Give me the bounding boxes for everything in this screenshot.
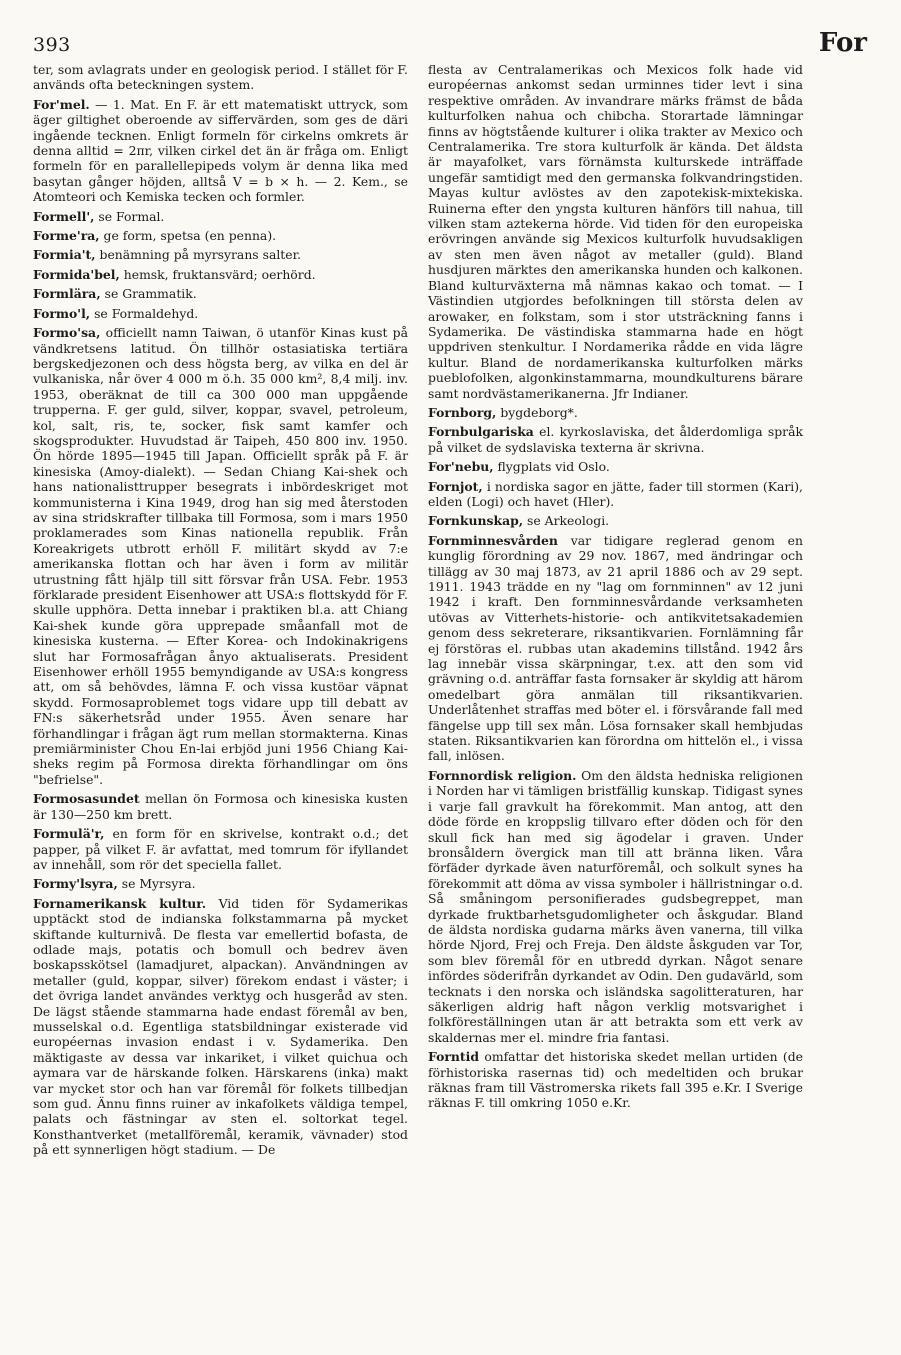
entry-text: — 1. Mat. En F. är ett matematiskt uttryck, som äger giltighet oberoende av siffervärden, som ges de däri ingående tecknen. Enligt formeln för cirkelns omkrets är denna alltid = 2πr, vilken cirkel det än är fråga om. Enligt formeln för en parallellepipeds volym är denna lika med basytan gånger höjden, alltså V = b × h. — 2. Kem., se Atomteori och Kemiska tecken och formler. xyxy=(33,96,408,205)
entry-text: bygdeborg*. xyxy=(500,404,578,420)
entry-text: omfattar det historiska skedet mellan urtiden (de förhistoriska rasernas tid) och medeltiden och brukar räknas fram till Västromerska rikets fall 395 e.Kr. I Sverige räknas F. till omkring 1050 e.Kr. xyxy=(428,1049,803,1111)
entry-text: ter, som avlagrats under en geologisk period. I stället för F. används ofta beteckningen system. xyxy=(33,62,408,93)
entry-headword: Forntid xyxy=(428,1049,480,1065)
entry xyxy=(428,513,803,528)
entry-headword: Fornamerikansk kultur. xyxy=(33,895,207,911)
entry-headword: Fornjot, xyxy=(428,478,483,494)
entry-headword: Formia't, xyxy=(33,247,96,263)
entry-text: flygplats vid Oslo. xyxy=(497,459,610,475)
entry-text: var tidigare reglerad genom en kunglig förordning av 29 nov. 1867, med ändringar och tillägg av 30 maj 1873, av 21 april 1886 och av 29 sept. 1911. 1943 trädde en ny "lag om fornminnen" av 12 juni 1942 i kraft. Den fornminnesvårdande verksamheten utövas av Vitterhets-historie- och antikvitetsakademien genom dess sekreterare, riksantikvarien. Fornlämning får ej förstöras el. rubbas utan akademins tillstånd. 1942 års lag innebär vissa skärpningar, t.ex. att den som vid grävning o.d. anträffar fasta fornsaker är skyldig att härom omedelbart göra anmälan till riksantikvarien. Underlåtenhet straffas med böter el. i försvårande fall med fängelse upp till sex mån. Lösa fornsaker skall hembjudas staten. Riksantikvarien kan förordna om hittelön el., i vissa fall, inlösen. xyxy=(428,532,803,764)
entry-headword: Fornminnesvården xyxy=(428,532,558,548)
entry-headword: Formo'l, xyxy=(33,305,91,321)
entry-headword: Fornborg, xyxy=(428,404,497,420)
entry xyxy=(428,479,803,510)
entry-headword: Formosasundet xyxy=(33,791,140,807)
entry-text: se Formaldehyd. xyxy=(94,305,199,321)
entry xyxy=(428,459,803,474)
entry xyxy=(33,876,408,891)
entry-headword: Fornnordisk religion. xyxy=(428,767,577,783)
entry-text: el. kyrkoslaviska, det ålderdomliga språk på vilket de sydslaviska texterna är skrivna. xyxy=(428,424,803,455)
entry-headword: Fornbulgariska xyxy=(428,424,534,440)
entry-text: Om den äldsta hedniska religionen i Norden har vi tämligen bristfällig kunskap. Tidigast synes i varje fall gravkult ha förekommit. Man antog, att den döde förde en kroppslig tillvaro efter döden och för den skull fick han med sig ägodelar i graven. Under bronsåldern övergick man till att bränna liken. Våra förfäder dyrkade även naturföremål, och solkult synes ha förekommit att döma av vissa symboler i hällristningar o.d. Så småningom personifierades gudsbegreppet, man dyrkade fruktbarhetsgudomligheter och åskgudar. Bland de äldsta nordiska gudarna märks även vanerna, till vilka hörde Njord, Frej och Freja. Den äldste åskguden var Tor, som blev föremål för en utbredd dyrkan. Något senare infördes söderifrån dyrkandet av Odin. Den gudavärld, som tecknats i den norska och isländska sagolitteraturen, har säkerligen aldrig haft någon verklig motsvarighet i folkföreställningen utan är att betrakta som ett verk av skaldernas mer el. mindre fria fantasi. xyxy=(428,767,803,1045)
entry-text: i nordiska sagor en jätte, fader till stormen (Kari), elden (Logi) och havet (Hler). xyxy=(428,478,803,509)
entry-headword: Formulä'r, xyxy=(33,826,105,842)
entry xyxy=(33,62,408,93)
entry xyxy=(33,247,408,262)
entry-text: se Formal. xyxy=(98,208,165,224)
right-column xyxy=(428,62,803,1115)
entry-headword: Formo'sa, xyxy=(33,325,101,341)
entry-text: en form för en skrivelse, kontrakt o.d.; det papper, på vilket F. är avfattat, med tomrum för ifyllandet av innehåll, som rör det speciella fallet. xyxy=(33,826,408,872)
entry xyxy=(33,209,408,224)
entry xyxy=(33,306,408,321)
entry-text: se Grammatik. xyxy=(104,286,197,302)
entry xyxy=(33,826,408,872)
running-head: For xyxy=(818,28,867,58)
entry-headword: Formida'bel, xyxy=(33,266,120,282)
entry-headword: Formy'lsyra, xyxy=(33,876,118,892)
entry xyxy=(428,533,803,764)
entry-text: flesta av Centralamerikas och Mexicos folk hade vid européernas ankomst sedan urminnes tider levt i sina respektive områden. Av invandrare märks främst de båda kulturfolken nahua och chibcha. Storartade lämningar finns av högtstående kulturer i olika trakter av Mexico och Centralamerika. Tre stora kulturfolk är kända. Det äldsta är mayafolket, vars förnämsta kulturskede inträffade ungefär samtidigt med den germanska folkvandringstiden. Mayas kultur avlöstes av den zapotekisk-mixtekiska. Ruinerna efter den yngsta kulturen hänförs till nahua, till vilken stam aztekerna hörde. Vid tiden för den europeiska erövringen använde sig Mexicos kulturfolk huvudsakligen av sten men även något av metaller (guld). Bland husdjuren märktes den amerikanska hunden och kalkonen. Bland kulturväxterna må nämnas kakao och tomat. — I Västindien utgjordes befolkningen till största delen av arowaker, en folkstam, som i stor utsträckning fanns i Sydamerika. De västindiska stammarna hade en högt uppdriven stenkultur. I Nordamerika rådde en vida lägre kultur. Bland de nordamerikanska kulturfolken märks pueblofolken, algonkinstammarna, moundkulturens bärare samt nordvästamerikanerna. Jfr Indianer. xyxy=(428,62,803,401)
entry-headword: Formell', xyxy=(33,208,95,224)
entry-headword: Forme'ra, xyxy=(33,228,100,244)
entry xyxy=(33,325,408,787)
entry-text: hemsk, fruktansvärd; oerhörd. xyxy=(123,266,316,282)
left-column xyxy=(33,62,408,1162)
entry-text: se Arkeologi. xyxy=(527,513,610,529)
entry xyxy=(33,97,408,205)
page-number: 393 xyxy=(33,34,71,56)
entry xyxy=(33,267,408,282)
entry-text: officiellt namn Taiwan, ö utanför Kinas kust på vändkretsens latitud. Ön tillhör ostasiatiska tertiära bergskedjezonen och dess högsta berg, av vilka en del är vulkaniska, når över 4 000 m ö.h. 35 000 km², 8,4 milj. inv. 1953, oberäknat de till ca 300 000 man uppgående trupperna. F. ger guld, silver, koppar, svavel, petroleum, kol, salt, ris, te, socker, fisk samt kamfer och skogsprodukter. Huvudstad är Taipeh, 450 800 inv. 1950. Ön hörde 1895—1945 till Japan. Officiellt språk på F. är kinesiska (Amoy-dialekt). — Sedan Chiang Kai-shek och hans nationalisttrupper besegrats i inbördeskriget mot kommunisterna i Kina 1949, drog han sig med återstoden av sina stridskrafter tillbaka till Formosa, som i mars 1950 proklamerades som Kinas nationella republik. Från Koreakrigets utbrott erhöll F. militärt skydd av 7:e amerikanska flottan och har även i form av militär utrustning fått hjälp till sitt försvar från USA. Febr. 1953 förklarade president Eisenhower att USA:s flottskydd för F. skulle upphöra. Detta innebar i praktiken bl.a. att Chiang Kai-shek kunde göra upprepade småanfall mot de kinesiska kusterna. — Efter Korea- och Indokinakrigens slut har Formosafrågan ånyo aktualiserats. President Eisenhower erhöll 1955 bemyndigande av USA:s kongress att, om så behövdes, lämna F. och vissa kustöar väpnat skydd. Formosaproblemet togs vidare upp till debatt av FN:s säkerhetsråd under 1955. Även senare har förhandlingar i frågan ägt rum mellan stormakterna. Kinas premiärminister Chou En-lai erbjöd juni 1956 Chiang Kai-sheks regim på Formosa direkta förhandlingar om öns "befrielse". xyxy=(33,325,408,787)
entry-headword: For'nebu, xyxy=(428,459,494,475)
entry xyxy=(428,1049,803,1111)
entry xyxy=(428,768,803,1045)
entry-text: benämning på myrsyrans salter. xyxy=(99,247,302,263)
entry-text: se Myrsyra. xyxy=(121,876,196,892)
entry-headword: Fornkunskap, xyxy=(428,513,524,529)
entry xyxy=(428,424,803,455)
entry xyxy=(428,405,803,420)
entry-headword: For'mel. xyxy=(33,96,90,112)
entry xyxy=(33,286,408,301)
entry xyxy=(33,228,408,243)
entry-text: Vid tiden för Sydamerikas upptäckt stod de indianska folkstammarna på mycket skiftande kulturnivå. De flesta var emellertid bofasta, de odlade majs, potatis och bomull och bedrev även boskapsskötsel (lamadjuret, alpackan). Användningen av metaller (guld, koppar, silver) förekom endast i väster; i det övriga landet användes verktyg och husgeråd av sten. De lägst stående stammarna hade endast föremål av ben, musselskal o.d. Egentliga statsbildningar existerade vid européernas invasion endast i v. Sydamerika. Den mäktigaste av dessa var inkariket, i vilket quichua och aymara var de härskande folken. Härskarens (inka) makt var mycket stor och han var föremål för folkets tillbedjan som gud. Ännu finns ruiner av inkafolkets väldiga tempel, palats och fästningar av sten el. soltorkat tegel. Konsthantverket (metallföremål, keramik, vävnader) stod på ett synnerligen högt stadium. — De xyxy=(33,895,408,1158)
entry xyxy=(428,62,803,401)
entry-headword: Formlära, xyxy=(33,286,101,302)
entry-text: ge form, spetsa (en penna). xyxy=(103,228,277,244)
entry xyxy=(33,791,408,822)
entry-text: mellan ön Formosa och kinesiska kusten är 130—250 km brett. xyxy=(33,791,408,822)
entry xyxy=(33,896,408,1158)
